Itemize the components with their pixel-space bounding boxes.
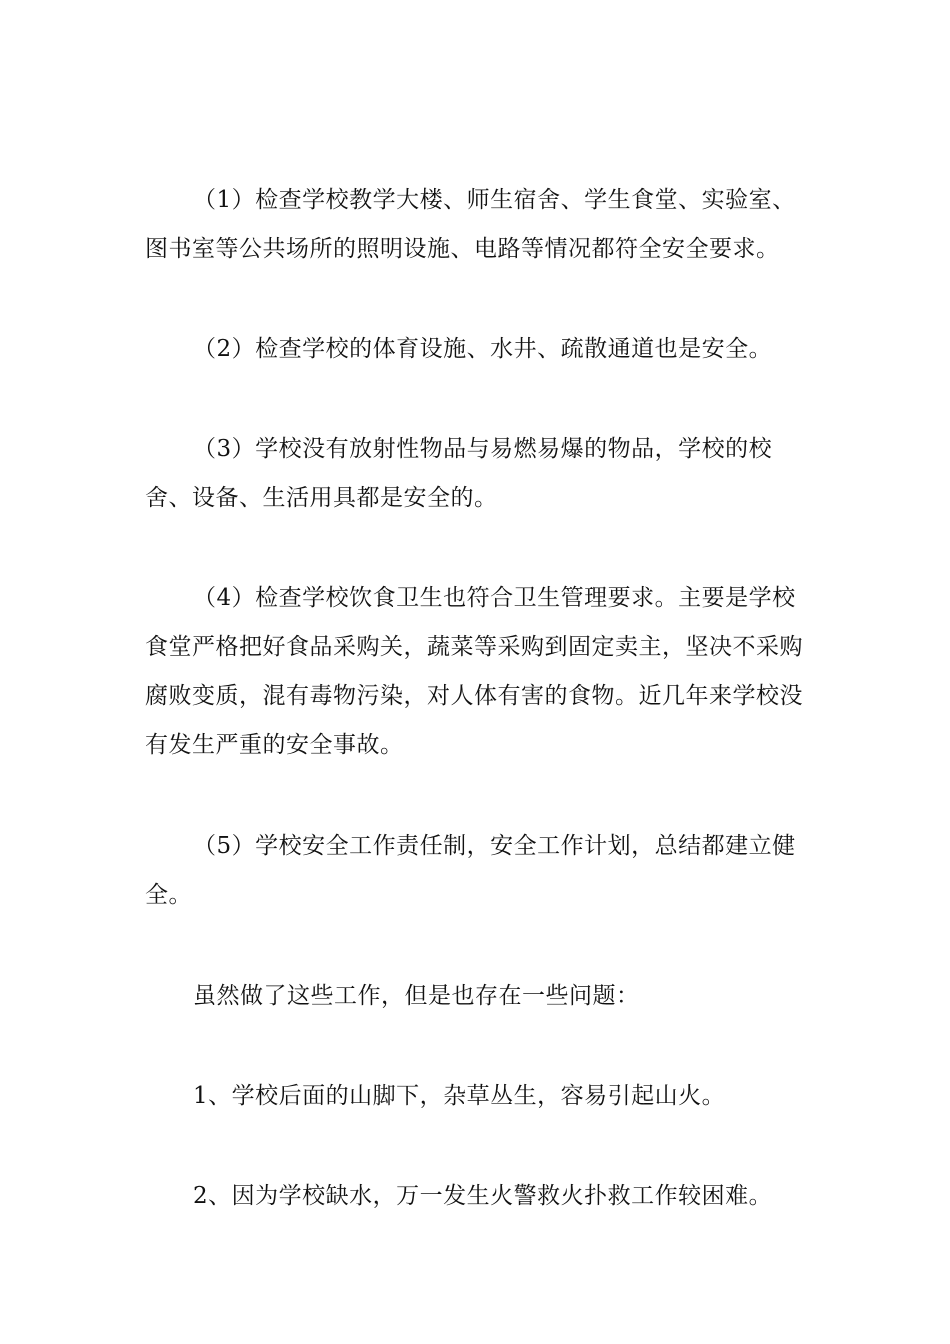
paragraph-food-hygiene: （4）检查学校饮食卫生也符合卫生管理要求。主要是学校食堂严格把好食品采购关，蔬菜等采购到固定卖主，坚决不采购腐败变质，混有毒物污染，对人体有害的食物。近几年来学校没有发生严重的安全事故。	[145, 585, 803, 758]
paragraph-check-facilities: （1）检查学校教学大楼、师生宿舍、学生食堂、实验室、图书室等公共场所的照明设施、电路等情况都符全安全要求。	[145, 187, 796, 262]
paragraph-safety-responsibility: （5）学校安全工作责任制，安全工作计划，总结都建立健全。	[145, 833, 796, 908]
paragraph-no-hazardous-materials: （3）学校没有放射性物品与易燃易爆的物品，学校的校舍、设备、生活用具都是安全的。	[145, 436, 773, 511]
paragraph-problems-intro: 虽然做了这些工作，但是也存在一些问题：	[193, 983, 640, 1009]
paragraph-check-sports-facilities: （2）检查学校的体育设施、水井、疏散通道也是安全。	[193, 336, 773, 362]
paragraph-problem-2: 2、因为学校缺水，万一发生火警救火扑救工作较困难。	[193, 1183, 773, 1209]
paragraph-problem-1: 1、学校后面的山脚下，杂草丛生，容易引起山火。	[193, 1083, 726, 1109]
